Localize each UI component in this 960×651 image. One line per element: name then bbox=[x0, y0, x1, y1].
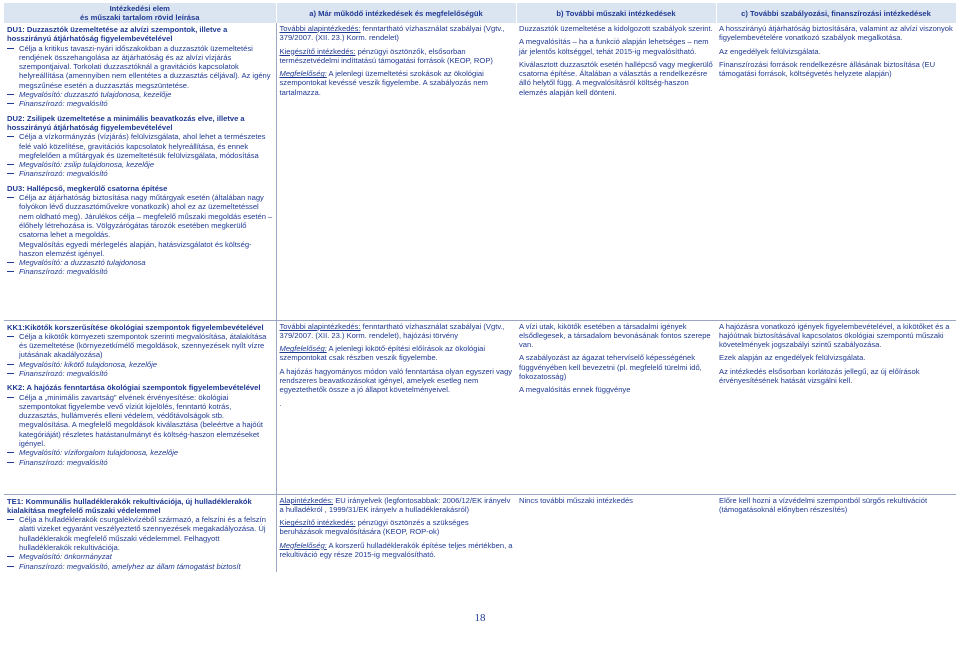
existing-measures-cell bbox=[276, 494, 516, 572]
existing-adequacy: Megfelelőség: A jelenlegi üzemeltetési szokások az ökológiai szempontokat kevéssé veszik figyelembe. A szabályozás nem tartalmazza. bbox=[279, 69, 489, 97]
measure-implementer: Megvalósító: önkormányzat bbox=[7, 552, 273, 561]
header-intervention-element: Intézkedési elem és műszaki tartalom rövid leírása bbox=[4, 3, 276, 23]
measure-title-kk1: KK1:Kikötők korszerűsítése ökológiai szempontok figyelembevételével bbox=[7, 322, 264, 332]
measure-financer: Finanszírozó: megvalósító bbox=[7, 169, 273, 178]
table-row bbox=[4, 23, 956, 320]
regulatory-text: Finanszírozási források rendelkezésre állásának biztosítása (EU támogatási források, költségvetés helyzete alapján) bbox=[719, 59, 936, 79]
regulatory-text: A hajózásra vonatkozó igények figyelembevételével, a kikötőket és a hajóútnak biztosításával kapcsolatos ökológiai szempontú műszaki követelmények jogszabályi szintű szabályozása. bbox=[719, 321, 950, 350]
existing-measures-cell bbox=[276, 320, 516, 494]
header-technical-measures: b) További műszaki intézkedések bbox=[516, 3, 716, 23]
regulatory-text: A hosszirányú átjárhatóság biztosítására, valamint az alvízi viszonyok figyelembevételére vonatkozó szabályok megalkotása. bbox=[719, 24, 953, 43]
regulatory-text: Ezek alapján az engedélyek felülvizsgálata. bbox=[719, 353, 866, 363]
measure-implementer: Megvalósító: duzzasztó tulajdonosa, kezelője bbox=[7, 90, 273, 99]
intervention-cell bbox=[4, 320, 276, 494]
measures-table bbox=[4, 3, 957, 572]
technical-measures-cell bbox=[516, 23, 716, 320]
measure-financer: Finanszírozó: megvalósító bbox=[7, 267, 273, 276]
intervention-cell bbox=[4, 23, 276, 320]
header-regulatory-measures: c) További szabályozási, finanszírozási intézkedések bbox=[716, 3, 956, 23]
regulatory-measures-cell bbox=[716, 23, 956, 320]
technical-text: A vízi utak, kikötők esetében a társadalmi igények elsődlegesek, a társadalom bevonásának fontos szerepe van. bbox=[519, 321, 711, 350]
measure-note: Megvalósítás egyedi mérlegelés alapján, hatásvizsgálatot és költség-haszon elemzést igényel. bbox=[19, 239, 252, 258]
existing-basic-measure: További alapintézkedés: fenntartható vízhasználat szabályai (Vgtv., 379/2007. (XII. 23.) Korm. rendelet), hajózási törvény bbox=[279, 321, 505, 340]
measure-implementer: Megvalósító: zsilip tulajdonosa, kezelője bbox=[7, 160, 273, 169]
technical-text: Duzzasztók üzemeltetése a kidolgozott szabályok szerint. bbox=[519, 24, 713, 33]
measure-goal: Célja a vízkormányzás (vízjárás) felülvizsgálata, ahol lehet a természetes felé való közelítése, gravitációs kapcsolatok helyreállítása, és ennek megfelelően a műtárgyak és üzemeltetésük felülvizsgálata, módosítása bbox=[7, 132, 273, 160]
table-row bbox=[4, 494, 956, 572]
technical-text: Kiválasztott duzzasztók esetén hallépcső vagy megkerülő csatorna építése. Általában a választás a rendelkezésre álló helytől függ. A megvalósításról költség-haszon elemzés alapján kell dönteni. bbox=[519, 59, 713, 97]
measure-financer: Finanszírozó: megvalósító, amelyhez az állam támogatást biztosít bbox=[7, 562, 273, 571]
existing-basic-measure: További alapintézkedés: fenntartható vízhasználat szabályai (Vgtv., 379/2007. (XII. 23.) Korm. rendelet) bbox=[279, 24, 505, 43]
technical-measures-cell bbox=[516, 494, 716, 572]
existing-supplementary-measure: Kiegészítő intézkedés: pénzügyi ösztönzés a szükséges beruházások megvalósítására (KEOP, ROP-ok) bbox=[279, 518, 469, 537]
measure-goal: Célja a kritikus tavaszi-nyári időszakokban a duzzasztók üzemeltetési rendjének összehangolása az átjárhatóság és az alvízi vízjárás szempontjaival. Torkolati duzzasztóknál a gravitációs kapcsolatok helyreállítása (amennyiben nem ellentétes a duzzasztás céljával). Az igény megszűnése esetén a duzzasztás megszüntetése. bbox=[7, 44, 273, 90]
measure-implementer: Megvalósító: víziforgalom tulajdonosa, kezelője bbox=[7, 448, 273, 457]
technical-text: A megvalósítás ennek függvénye bbox=[519, 385, 631, 395]
technical-text: A szabályozást az ágazat tehervíselő képességének függvényében kell bevezetni (pl. megfelelő türelmi idő, fokozatosság) bbox=[519, 353, 702, 381]
existing-measures-cell bbox=[276, 23, 516, 320]
measure-financer: Finanszírozó: megvalósító bbox=[7, 458, 273, 467]
measure-title-kk2: KK2: A hajózás fenntartása ökológiai szempontok figyelembevételével bbox=[7, 383, 261, 393]
measure-financer: Finanszírozó: megvalósító bbox=[7, 369, 273, 378]
existing-text: A hajózás hagyományos módon való fenntartása olyan egyszeri vagy rendszeres beavatkozásokat igényel, amelyek esetleg nem egyeztethetők össze a jó állapot követelményeivel. bbox=[279, 366, 513, 395]
existing-adequacy: Megfelelőség: A jelenlegi kikötő-építési előírások az ökológiai szempontokat csak részben veszik figyelembe. bbox=[279, 344, 486, 363]
table-row bbox=[4, 320, 956, 494]
header-existing-measures: a) Már működő intézkedések és megfelelőségük bbox=[276, 3, 516, 23]
technical-text: Nincs további műszaki intézkedés bbox=[519, 495, 633, 505]
existing-supplementary-measure: Kiegészítő intézkedés: pénzügyi ösztönzők, elsősorban természetvédelmi indíttatású támogatási források (KEOP, ROP) bbox=[279, 46, 493, 65]
regulatory-measures-cell bbox=[716, 494, 956, 572]
measure-implementer: Megvalósító: kikötő tulajdonosa, kezelője bbox=[7, 360, 273, 369]
existing-basic-measure: Alapintézkedés: EU irányelvek (legfontosabbak: 2006/12/EK irányelv a hulladékról , 1999/31/EK irányelv a hulladéklerakásról) bbox=[279, 495, 511, 514]
measure-goal: Célja a hulladéklerakók csurgalékvízéből származó, a felszíni és a felszín alatti vizeket egyaránt veszélyeztető szennyezések megakadályozása. Új hulladéklerakók megfelelő műszaki védelemmel. Felhagyott hulladéklerakók rekultivációja. bbox=[7, 515, 273, 552]
regulatory-text: Előre kell hozni a vízvédelmi szempontból sürgős rekultivációt (támogatásoknál előnyben részesítés) bbox=[719, 495, 928, 514]
table-header-row bbox=[4, 3, 956, 23]
measure-implementer: Megvalósító: a duzzasztó tulajdonosa bbox=[7, 258, 273, 267]
page-number: 18 bbox=[474, 612, 486, 624]
measure-goal: Célja az átjárhatóság biztosítása nagy műtárgyak esetén (általában nagy folyókon lévő duzzasztóművekre vonatkozik) ahol ez az üzemeltetéssel nem oldható meg). Járulékos célja – megfelelő műszaki megoldás esetén – élőhely létrehozása is. Völgyzárógátas tározók esetében megkerülő csatorna lehet a megoldás. bbox=[7, 193, 273, 239]
regulatory-text: Az intézkedés elsősorban korlátozás jellegű, az új előírások érvényesítésének hatását vizsgálni kell. bbox=[719, 366, 920, 385]
measure-title-te1: TE1: Kommunális hulladéklerakók rekultivációja, új hulladéklerakók kialakítása megfelelő műszaki védelemmel bbox=[7, 496, 252, 515]
measure-title-du1: DU1: Duzzasztók üzemeltetése az alvízi szempontok, illetve a hosszirányú átjárhatóság figyelembevételével bbox=[7, 25, 228, 44]
measure-goal: Célja a „minimális zavartság” elvének érvényesítése: ökológiai szempontokat figyelembe vevő víziút kijelölés, fenntartó kotrás, duzzasztás, hullámverés elleni védelem, védőtávolságok stb. megvalósítása. A megfelelő megoldások kiválasztása (beleértve a hajóút kategóriáját) részletes hatástanulmányt és költség-haszon elemzéseket igényel. bbox=[7, 393, 273, 449]
measure-title-du2: DU2: Zsilipek üzemeltetése a minimális beavatkozás elve, illetve a hosszirányú átjárhatóság figyelembevételével bbox=[7, 113, 245, 132]
regulatory-measures-cell bbox=[716, 320, 956, 494]
intervention-cell bbox=[4, 494, 276, 572]
measure-title-du3: DU3: Hallépcső, megkerülő csatorna építése bbox=[7, 183, 168, 193]
technical-measures-cell bbox=[516, 320, 716, 494]
regulatory-text: Az engedélyek felülvizsgálata. bbox=[719, 46, 821, 56]
existing-text: . bbox=[279, 398, 282, 408]
measure-goal: Célja a kikötők környezeti szempontok szerinti megvalósítása, átalakítása és üzemeltetése (környezetkímélő megoldások, szennyezések nyílt vízre jutásának akadályozása) bbox=[7, 332, 273, 360]
technical-text: A megvalósítás – ha a funkció alapján lehetséges – nem jár jelentős költséggel, tehát 2015-ig megvalósítható. bbox=[519, 37, 709, 56]
measure-financer: Finanszírozó: megvalósító bbox=[7, 99, 273, 108]
existing-adequacy: Megfelelőség: A korszerű hulladéklerakók építése teljes mértékben, a rekultiváció egy része 2015-ig megvalósítható. bbox=[279, 540, 513, 559]
